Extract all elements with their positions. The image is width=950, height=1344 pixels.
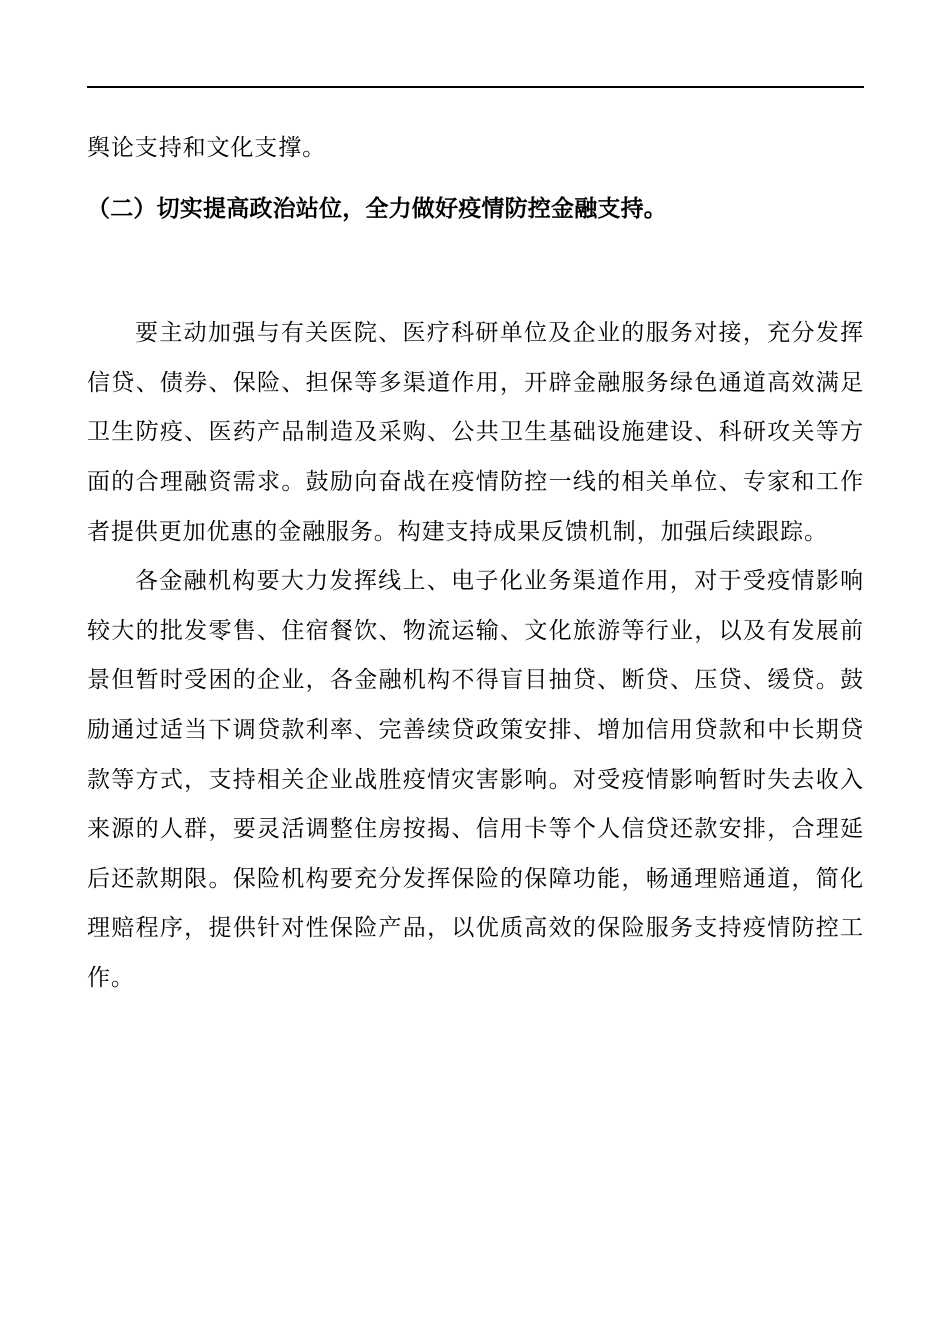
section-heading: （二）切实提高政治站位，全力做好疫情防控金融支持。 (87, 195, 667, 222)
paragraph-enterprise-support: 各金融机构要大力发挥线上、电子化业务渠道作用，对于受疫情影响较大的批发零售、住宿餐饮、物流运输、文化旅游等行业，以及有发展前景但暂时受困的企业，各金融机构不得盲目抽贷、断贷、压贷、缓贷。鼓励通过适当下调贷款利率、完善续贷政策安排、增加信用贷款和中长期贷款等方式，支持相关企业战胜疫情灾害影响。对受疫情影响暂时失去收入来源的人群，要灵活调整住房按揭、信用卡等个人信贷还款安排，合理延后还款期限。保险机构要充分发挥保险的保障功能，畅通理赔通道，简化理赔程序，提供针对性保险产品，以优质高效的保险服务支持疫情防控工作。 (87, 568, 864, 991)
section-spacer (87, 234, 864, 309)
header-rule (87, 86, 864, 88)
paragraph-medical-support: 要主动加强与有关医院、医疗科研单位及企业的服务对接，充分发挥信贷、债券、保险、担保等多渠道作用，开辟金融服务绿色通道高效满足卫生防疫、医药产品制造及采购、公共卫生基础设施建设、科研攻关等方面的合理融资需求。鼓励向奋战在疫情防控一线的相关单位、专家和工作者提供更加优惠的金融服务。构建支持成果反馈机制，加强后续跟踪。 (87, 320, 864, 545)
continued-text: 舆论支持和文化支撑。 (87, 135, 326, 161)
page-body (87, 124, 864, 1004)
